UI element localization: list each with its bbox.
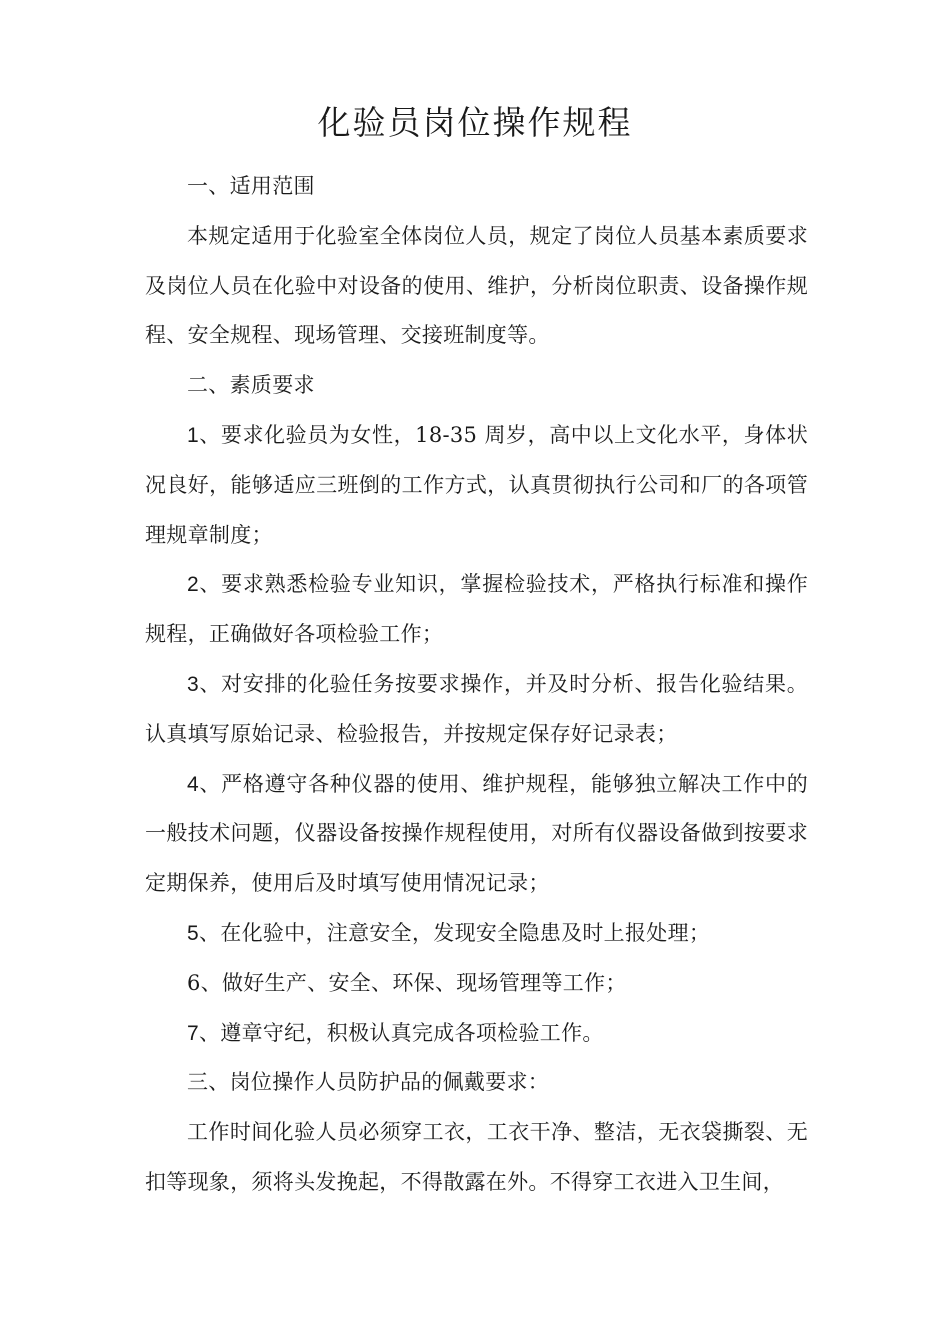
paragraph-text: 、对安排的化验任务按要求操作，并及时分析、报告化验结果。认真填写原始记录、检验报告，并按规定保存好记录表； [145,671,808,746]
paragraph-text: 、要求化验员为女性，18-35 周岁，高中以上文化水平，身体状况良好，能够适应三班倒的工作方式，认真贯彻执行公司和厂的各项管理规章制度； [145,422,808,547]
section-heading-protection [145,1058,808,1108]
requirement-item [145,1009,808,1059]
requirement-item [145,411,808,560]
paragraph-text: 一、适用范围 [187,174,315,198]
paragraph-text: 6、做好生产、安全、环保、现场管理等工作； [187,970,627,995]
paragraph-text: 、严格遵守各种仪器的使用、维护规程，能够独立解决工作中的一般技术问题，仪器设备按操作规程使用，对所有仪器设备做到按要求定期保养，使用后及时填写使用情况记录； [145,771,808,896]
section-heading-quality [145,361,808,411]
item-number: 2 [187,573,199,597]
item-number: 5 [187,921,199,945]
requirement-item [145,560,808,660]
scope-paragraph [145,212,808,361]
paragraph-text: 本规定适用于化验室全体岗位人员，规定了岗位人员基本素质要求及岗位人员在化验中对设备的使用、维护，分析岗位职责、设备操作规程、安全规程、现场管理、交接班制度等。 [145,223,808,348]
requirement-item [145,909,808,959]
requirement-item [145,660,808,760]
document-title: 化验员岗位操作规程 [317,103,633,142]
protection-paragraph [145,1108,808,1208]
requirement-item [145,760,808,909]
paragraph-text: 工作时间化验人员必须穿工衣，工衣干净、整洁，无衣袋撕裂、无扣等现象，须将头发挽起，不得散露在外。不得穿工衣进入卫生间， [145,1120,808,1194]
paragraph-text: 三、岗位操作人员防护品的佩戴要求： [187,1070,550,1095]
item-number: 3 [187,672,199,696]
paragraph-text: 、遵章守纪，积极认真完成各项检验工作。 [198,1020,604,1045]
paragraph-text: 、要求熟悉检验专业知识，掌握检验技术，严格执行标准和操作规程，正确做好各项检验工作； [145,572,808,647]
item-number: 4 [187,772,199,796]
document-body [145,162,808,1208]
item-number: 1 [187,423,199,447]
section-heading-scope [145,162,808,212]
paragraph-text: 、在化验中，注意安全，发现安全隐患及时上报处理； [198,920,711,945]
paragraph-text: 二、素质要求 [187,373,315,398]
requirement-item [145,959,808,1009]
item-number: 7 [187,1021,199,1045]
